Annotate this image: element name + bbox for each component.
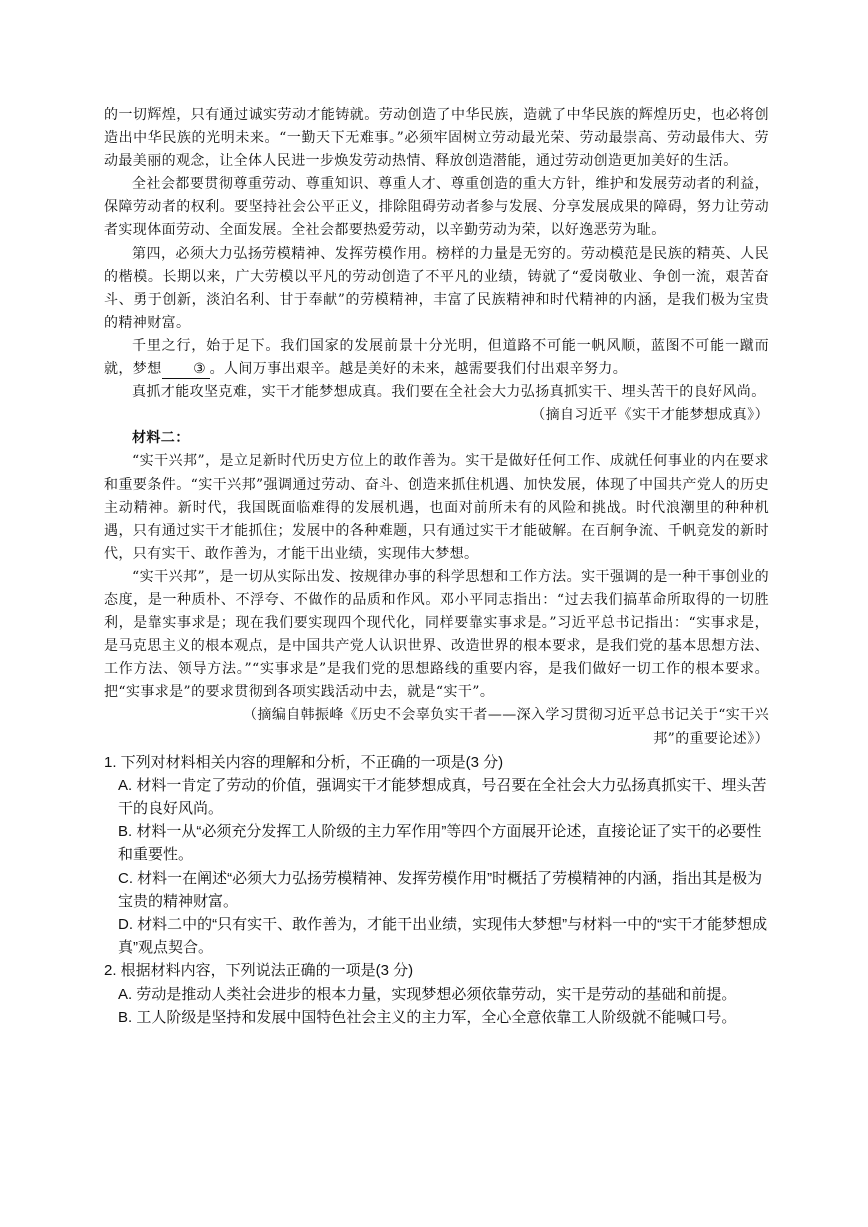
question-2-option-b: B. 工人阶级是坚持和发展中国特色社会主义的主力军，全心全意依靠工人阶级就不能喊口号。 [118,1008,737,1026]
question-1-option-a: A. 材料一肯定了劳动的价值，强调实干才能梦想成真，号召要在全社会大力弘扬真抓实干、埋头苦干的良好风尚。 [118,776,767,818]
material-one-paragraph-1: 的一切辉煌，只有通过诚实劳动才能铸就。劳动创造了中华民族，造就了中华民族的辉煌历史，也必将创造出中华民族的光明未来。“一勤天下无难事。”必须牢固树立劳动最光荣、劳动最崇高、劳动最伟大、劳动最美丽的观念，让全体人民进一步焕发劳动热情、释放创造潜能，通过劳动创造更加美好的生活。 [104,107,769,170]
question-1-option-b: B. 材料一从“必须充分发挥工人阶级的主力军作用”等四个方面展开论述，直接论证了实干的必要性和重要性。 [118,823,762,864]
material-one-paragraph-4 [104,335,769,381]
question-1 [104,751,769,960]
question-1-option-c: C. 材料一在阐述“必须大力弘扬劳模精神、发挥劳模作用”时概括了劳模精神的内涵，指出其是极为宝贵的精神财富。 [118,869,763,910]
material-one-paragraph-3: 第四，必须大力弘扬劳模精神、发挥劳模作用。榜样的力量是无穷的。劳动模范是民族的精英、人民的楷模。长期以来，广大劳模以平凡的劳动创造了不平凡的业绩，铸就了“爱岗敬业、争创一流，艰苦奋斗、勇于创新，淡泊名利、甘于奉献”的劳模精神，丰富了民族精神和时代精神的内涵，是我们极为宝贵的精神财富。 [104,245,769,331]
exam-page [104,104,769,1029]
question-1-option-d: D. 材料二中的“只有实干、敢作善为，才能干出业绩，实现伟大梦想”与材料一中的“实干才能梦想成真”观点契合。 [118,916,768,957]
paragraph-4-after-blank: 。人间万事出艰辛。越是美好的未来，越需要我们付出艰辛努力。 [209,361,628,378]
material-two-source-line-2: 邦”的重要论述》） [653,730,769,747]
paragraph-4-before-blank: 千里之行，始于足下。我们国家的发展前景十分光明，但道路不可能一帆风顺，蓝图不可能一蹴而就，梦想 [104,337,769,378]
material-two [104,427,769,750]
question-1-stem: 1. 下列对材料相关内容的理解和分析，不正确的一项是(3 分) [104,753,504,771]
material-one-paragraph-2: 全社会都要贯彻尊重劳动、尊重知识、尊重人才、尊重创造的重大方针，维护和发展劳动者的利益，保障劳动者的权利。要坚持社会公平正义，排除阻碍劳动者参与发展、分享发展成果的障碍，努力让劳动者实现体面劳动、全面发展。全社会都要热爱劳动，以辛勤劳动为荣，以好逸恶劳为耻。 [104,176,769,239]
fill-blank-3: ③ [162,360,210,379]
material-one-source: （摘自习近平《实干才能梦想成真》） [531,407,769,424]
material-two-paragraph-2: “实干兴邦”，是一切从实际出发、按规律办事的科学思想和工作方法。实干强调的是一种干事创业的态度，是一种质朴、不浮夸、不做作的品质和作风。邓小平同志指出：“过去我们搞革命所取得的一切胜利，是靠实事求是；现在我们要实现四个现代化，同样要靠实事求是。”习近平总书记指出：“实事求是，是马克思主义的根本观点，是中国共产党人认识世界、改造世界的根本要求，是我们党的基本思想方法、工作方法、领导方法。”“实事求是”是我们党的思想路线的重要内容，是我们做好一切工作的根本要求。把“实事求是”的要求贯彻到各项实践活动中去，就是“实干”。 [104,568,769,701]
material-one [104,104,769,427]
question-2-option-a: A. 劳动是推动人类社会进步的根本力量，实现梦想必须依靠劳动，实干是劳动的基础和前提。 [118,985,737,1003]
material-two-paragraph-1: “实干兴邦”，是立足新时代历史方位上的敢作善为。实干是做好任何工作、成就任何事业的内在要求和重要条件。“实干兴邦”强调通过劳动、奋斗、创造来抓住机遇、加快发展，体现了中国共产党人的历史主动精神。新时代，我国既面临难得的发展机遇，也面对前所未有的风险和挑战。时代浪潮里的种种机遇，只有通过实干才能抓住；发展中的各种难题，只有通过实干才能破解。在百舸争流、千帆竞发的新时代，只有实干、敢作善为，才能干出业绩，实现伟大梦想。 [104,453,769,562]
material-two-heading: 材料二： [132,430,190,447]
question-2-stem: 2. 根据材料内容，下列说法正确的一项是(3 分) [104,962,414,980]
material-one-paragraph-5: 真抓才能攻坚克难，实干才能梦想成真。我们要在全社会大力弘扬真抓实干、埋头苦干的良好风尚。 [132,384,766,401]
material-two-source-line-1: （摘编自韩振峰《历史不会辜负实干者——深入学习贯彻习近平总书记关于“实干兴 [243,707,769,724]
question-2 [104,959,769,1029]
